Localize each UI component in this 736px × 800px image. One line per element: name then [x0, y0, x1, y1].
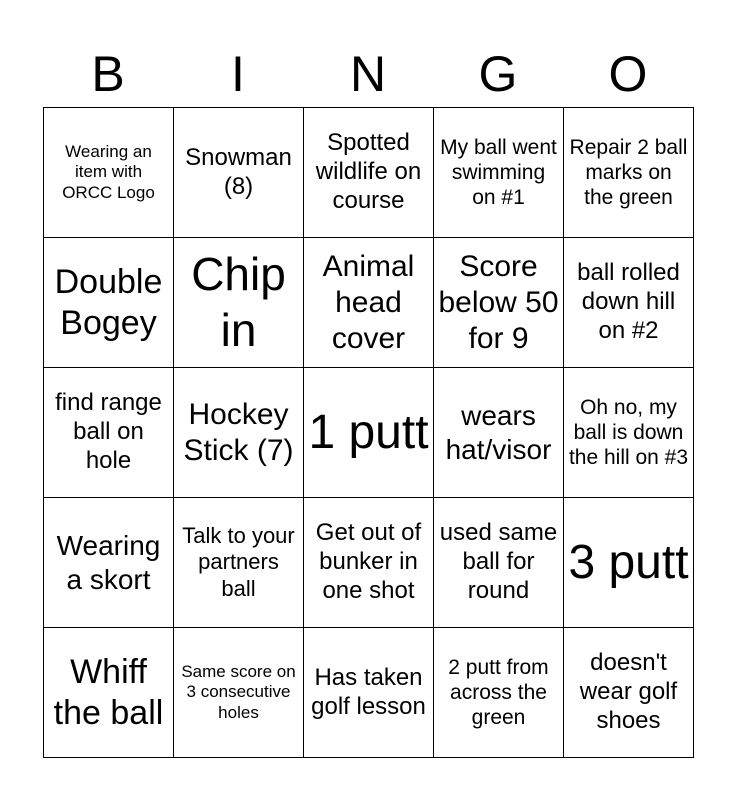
board-row: [44, 498, 694, 628]
bingo-cell: used same ball for round: [434, 498, 564, 628]
bingo-cell: doesn't wear golf shoes: [564, 628, 694, 758]
bingo-cell: Wearing a skort: [44, 498, 174, 628]
bingo-cell: Repair 2 ball marks on the green: [564, 108, 694, 238]
bingo-cell: wears hat/visor: [434, 368, 564, 498]
bingo-cell: Talk to your partners ball: [174, 498, 304, 628]
bingo-cell: Oh no, my ball is down the hill on #3: [564, 368, 694, 498]
board-row: [44, 238, 694, 368]
bingo-cell: 1 putt: [304, 368, 434, 498]
bingo-cell: Chip in: [174, 238, 304, 368]
bingo-header: [43, 40, 693, 108]
header-letter-n: N: [349, 46, 387, 102]
bingo-cell: ball rolled down hill on #2: [564, 238, 694, 368]
bingo-cell: Hockey Stick (7): [174, 368, 304, 498]
board-row: [44, 628, 694, 758]
bingo-cell: Get out of bunker in one shot: [304, 498, 434, 628]
header-letter-i: I: [231, 46, 245, 102]
board-row: [44, 108, 694, 238]
bingo-cell: Snowman (8): [174, 108, 304, 238]
bingo-cell: Whiff the ball: [44, 628, 174, 758]
header-letter-g: G: [478, 46, 518, 102]
bingo-cell: Double Bogey: [44, 238, 174, 368]
bingo-cell: find range ball on hole: [44, 368, 174, 498]
bingo-cell: Spotted wildlife on course: [304, 108, 434, 238]
board-row: [44, 368, 694, 498]
header-letter-b: B: [91, 46, 125, 102]
bingo-cell: Wearing an item with ORCC Logo: [44, 108, 174, 238]
bingo-board: [43, 107, 694, 758]
bingo-cell: Animal head cover: [304, 238, 434, 368]
bingo-cell: My ball went swimming on #1: [434, 108, 564, 238]
bingo-cell: Same score on 3 consecutive holes: [174, 628, 304, 758]
header-letter-o: O: [608, 46, 648, 102]
bingo-cell: Has taken golf lesson: [304, 628, 434, 758]
bingo-cell: Score below 50 for 9: [434, 238, 564, 368]
bingo-cell: 3 putt: [564, 498, 694, 628]
bingo-cell: 2 putt from across the green: [434, 628, 564, 758]
